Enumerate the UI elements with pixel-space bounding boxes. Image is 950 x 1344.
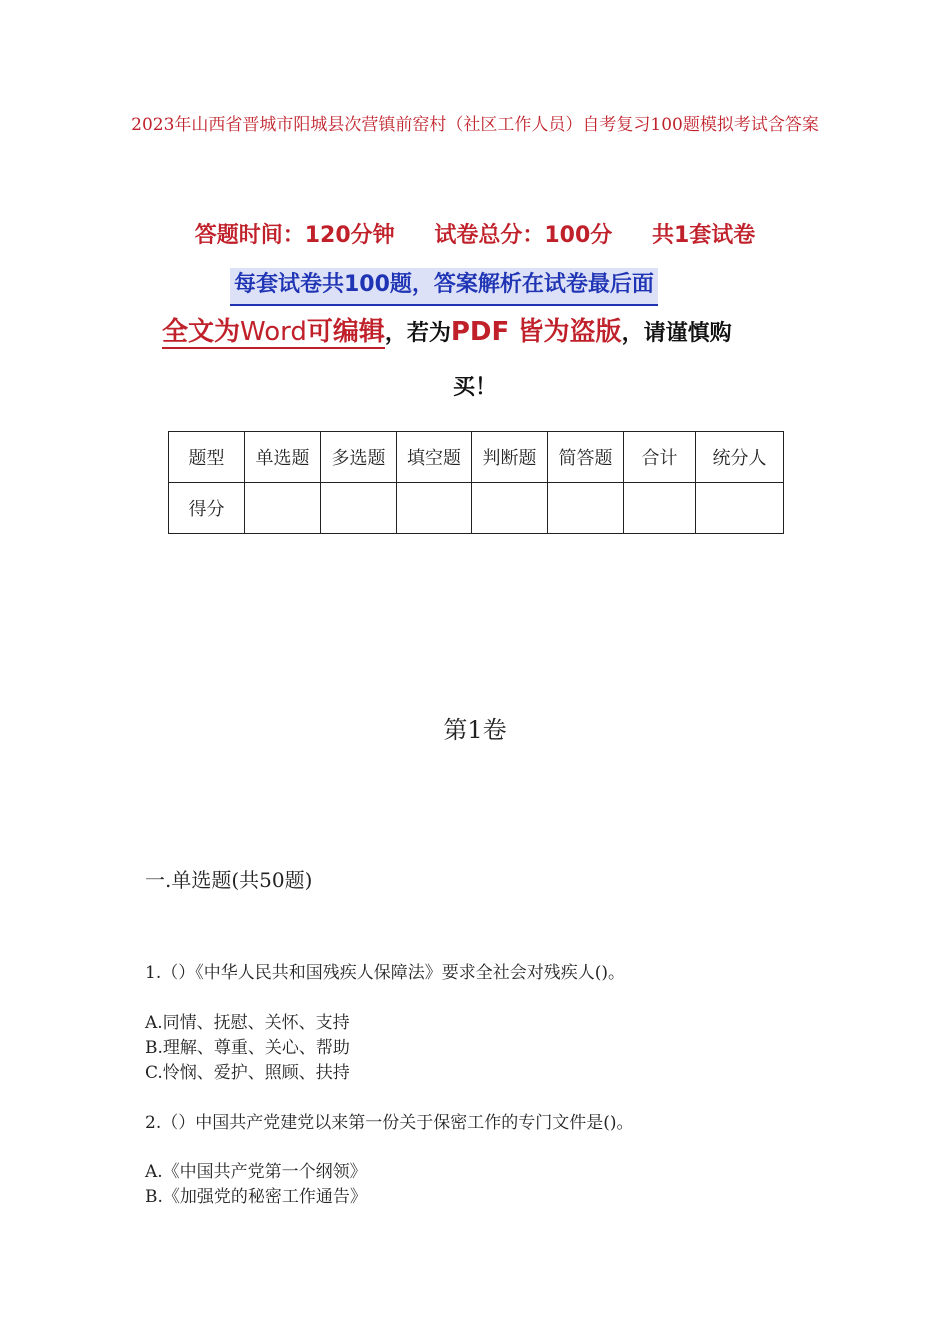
score-input-cell <box>245 483 321 534</box>
exam-set-count: 共1套试卷 <box>651 223 756 248</box>
notice-comma: ，若为 <box>384 321 451 346</box>
notice-word: Word <box>240 317 307 347</box>
header-cell: 统分人 <box>696 432 784 483</box>
exam-total-score: 试卷总分：100分 <box>434 223 613 248</box>
score-table <box>168 431 784 534</box>
question-option: B.《加强党的秘密工作通告》 <box>145 1187 367 1207</box>
score-header-row <box>169 432 784 483</box>
score-input-cell <box>548 483 624 534</box>
question-option: A.《中国共产党第一个纲领》 <box>145 1162 367 1182</box>
notice-editable: 可编辑 <box>306 317 385 347</box>
exam-meta <box>0 218 950 249</box>
header-cell: 简答题 <box>548 432 624 483</box>
header-cell: 合计 <box>624 432 696 483</box>
part-title: 第1卷 <box>443 716 507 744</box>
row-label-cell: 得分 <box>169 483 245 534</box>
notice-end: 买！ <box>452 375 497 400</box>
question-option: C.怜悯、爱护、照顾、扶持 <box>145 1063 350 1083</box>
notice-part1: 全文为 <box>162 317 241 347</box>
header-cell: 题型 <box>169 432 245 483</box>
header-cell: 填空题 <box>397 432 472 483</box>
word-editable-notice <box>162 312 732 354</box>
info-banner: 每套试卷共100题，答案解析在试卷最后面 <box>230 268 658 306</box>
question-stem: 2.（）中国共产党建党以来第一份关于保密工作的专门文件是()。 <box>145 1113 634 1133</box>
score-value-row <box>169 483 784 534</box>
question-option: A.同情、抚慰、关怀、支持 <box>145 1013 350 1033</box>
question-option: B.理解、尊重、关心、帮助 <box>145 1038 350 1058</box>
score-input-cell <box>397 483 472 534</box>
question-stem: 1.（）《中华人民共和国残疾人保障法》要求全社会对残疾人()。 <box>145 963 625 983</box>
notice-pdf: PDF <box>450 317 510 347</box>
notice-caution: ，请谨慎购 <box>621 321 732 346</box>
score-input-cell <box>696 483 784 534</box>
section-title: 一.单选题(共50题) <box>145 868 313 892</box>
header-cell: 单选题 <box>245 432 321 483</box>
exam-time: 答题时间：120分钟 <box>194 223 395 248</box>
notice-pirated: 皆为盗版 <box>517 317 622 347</box>
header-cell: 判断题 <box>472 432 548 483</box>
header-cell: 多选题 <box>321 432 397 483</box>
score-input-cell <box>472 483 548 534</box>
document-title: 2023年山西省晋城市阳城县次营镇前窑村（社区工作人员）自考复习100题模拟考试含答案 <box>131 115 819 135</box>
score-input-cell <box>321 483 397 534</box>
score-input-cell <box>624 483 696 534</box>
